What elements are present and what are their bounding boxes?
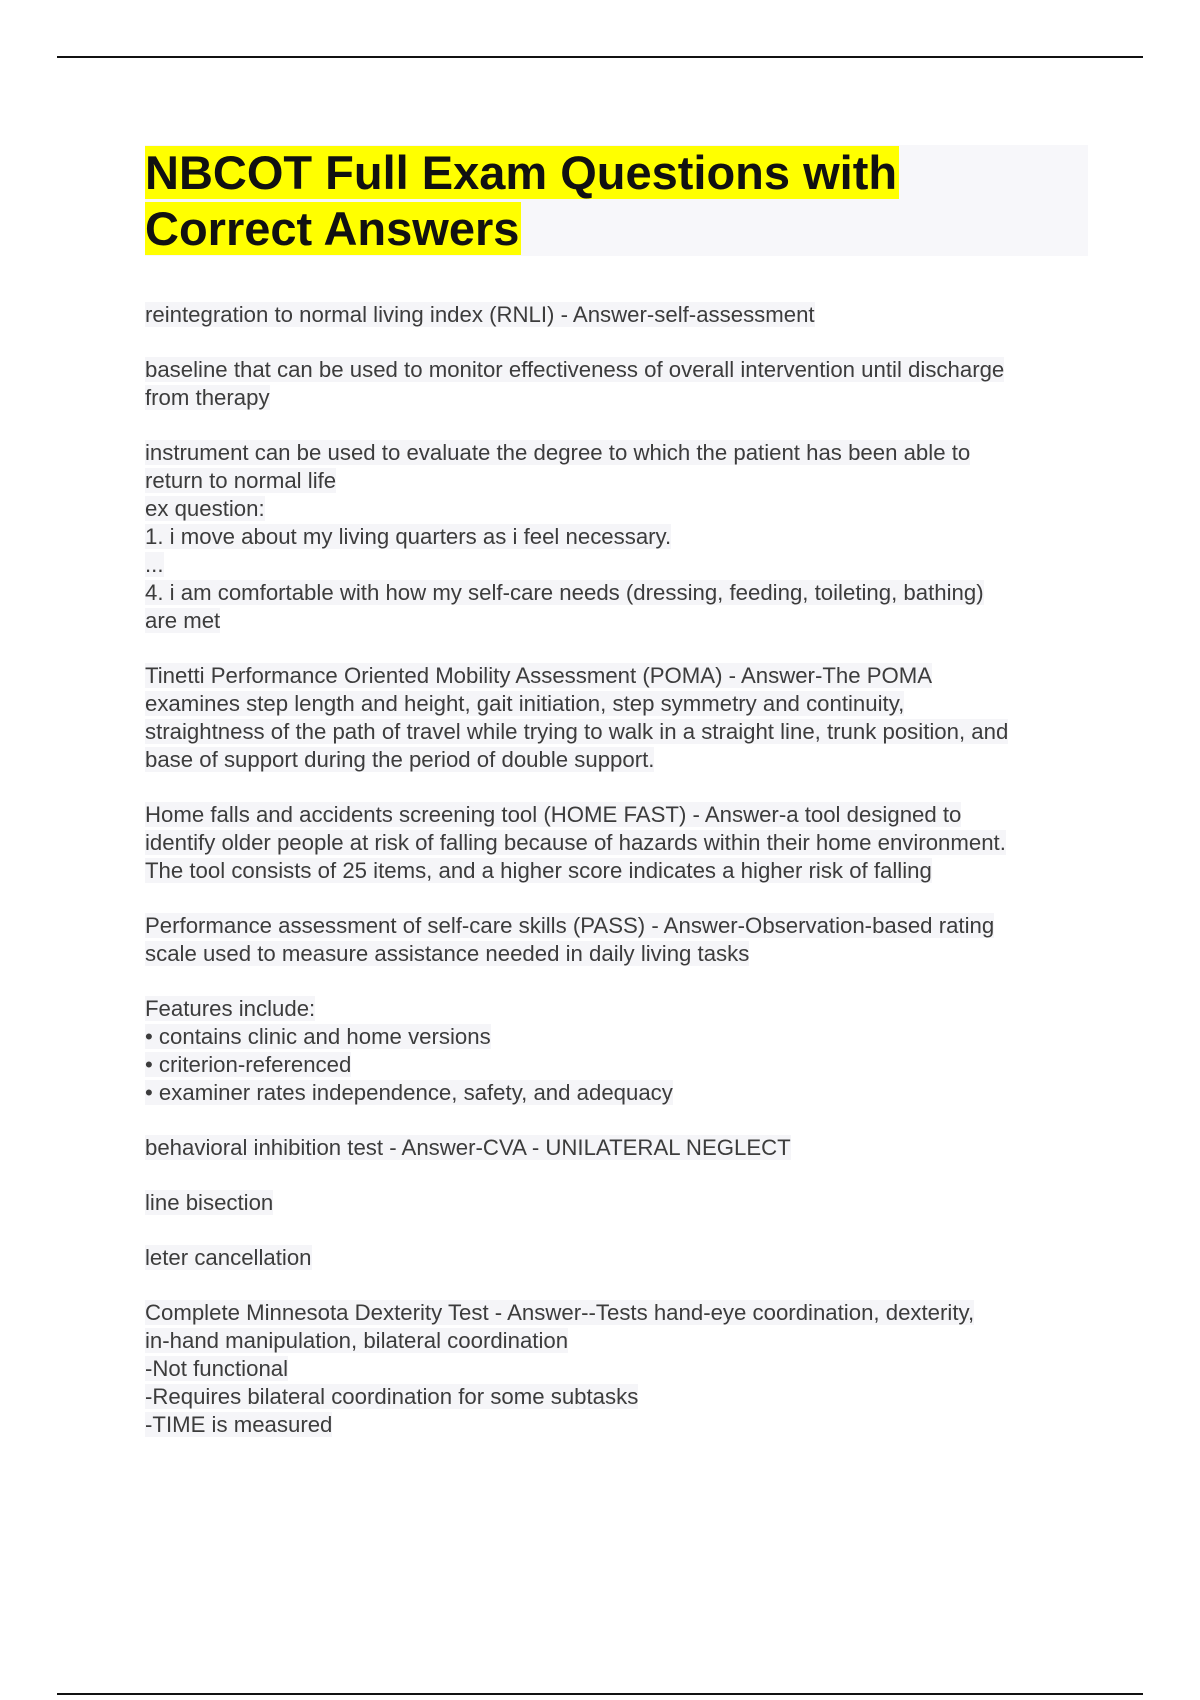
text-line: in-hand manipulation, bilateral coordination — [145, 1328, 569, 1353]
title-block — [145, 145, 1088, 256]
paragraph-poma — [145, 662, 1095, 774]
paragraph-instrument — [145, 439, 1095, 635]
paragraph-minnesota — [145, 1299, 1095, 1439]
paragraph-rnli — [145, 301, 1095, 329]
text-line: 1. i move about my living quarters as i feel necessary. — [145, 524, 672, 549]
list-item: • criterion-referenced — [145, 1052, 352, 1077]
text-line: -Requires bilateral coordination for some subtasks — [145, 1384, 639, 1409]
text-line: ... — [145, 552, 164, 577]
text-line: instrument can be used to evaluate the degree to which the patient has been able to — [145, 440, 971, 465]
paragraph-features — [145, 995, 1095, 1107]
text-line: Home falls and accidents screening tool (HOME FAST) - Answer-a tool designed to — [145, 802, 962, 827]
paragraph-home-fast — [145, 801, 1095, 885]
text-line: -TIME is measured — [145, 1412, 333, 1437]
text-line: straightness of the path of travel while trying to walk in a straight line, trunk position, and — [145, 719, 1009, 744]
page-title — [145, 145, 1088, 257]
top-rule — [57, 56, 1143, 58]
text-line: Features include: — [145, 996, 316, 1021]
text-line: line bisection — [145, 1190, 274, 1215]
text-line: Tinetti Performance Oriented Mobility Assessment (POMA) - Answer-The POMA — [145, 663, 933, 688]
document-body — [145, 301, 1095, 1466]
text-line: identify older people at risk of falling because of hazards within their home environment. — [145, 830, 1006, 855]
text-line: return to normal life — [145, 468, 337, 493]
text-line: ex question: — [145, 496, 265, 521]
text-line: Performance assessment of self-care skills (PASS) - Answer-Observation-based rating — [145, 913, 995, 938]
text-line: are met — [145, 608, 221, 633]
text-line: baseline that can be used to monitor effectiveness of overall intervention until discharge — [145, 357, 1005, 382]
text-line: 4. i am comfortable with how my self-care needs (dressing, feeding, toileting, bathing) — [145, 580, 984, 605]
paragraph-line-bisection — [145, 1189, 1095, 1217]
text-line: base of support during the period of double support. — [145, 747, 655, 772]
text-line: from therapy — [145, 385, 270, 410]
paragraph-behavioral-inhibition — [145, 1134, 1095, 1162]
paragraph-pass — [145, 912, 1095, 968]
title-line-1: NBCOT Full Exam Questions with — [145, 146, 898, 199]
text-line: Complete Minnesota Dexterity Test - Answer--Tests hand-eye coordination, dexterity, — [145, 1300, 975, 1325]
text-line: examines step length and height, gait initiation, step symmetry and continuity, — [145, 691, 905, 716]
bottom-rule — [57, 1693, 1143, 1695]
text-line: leter cancellation — [145, 1245, 312, 1270]
text-line: -Not functional — [145, 1356, 289, 1381]
text-line: scale used to measure assistance needed in daily living tasks — [145, 941, 750, 966]
text-line: behavioral inhibition test - Answer-CVA - UNILATERAL NEGLECT — [145, 1135, 791, 1160]
list-item: • examiner rates independence, safety, and adequacy — [145, 1080, 673, 1105]
text-line: The tool consists of 25 items, and a higher score indicates a higher risk of falling — [145, 858, 932, 883]
text-line: reintegration to normal living index (RNLI) - Answer-self-assessment — [145, 302, 815, 327]
list-item: • contains clinic and home versions — [145, 1024, 491, 1049]
title-line-2: Correct Answers — [145, 202, 520, 255]
paragraph-baseline — [145, 356, 1095, 412]
paragraph-letter-cancellation — [145, 1244, 1095, 1272]
